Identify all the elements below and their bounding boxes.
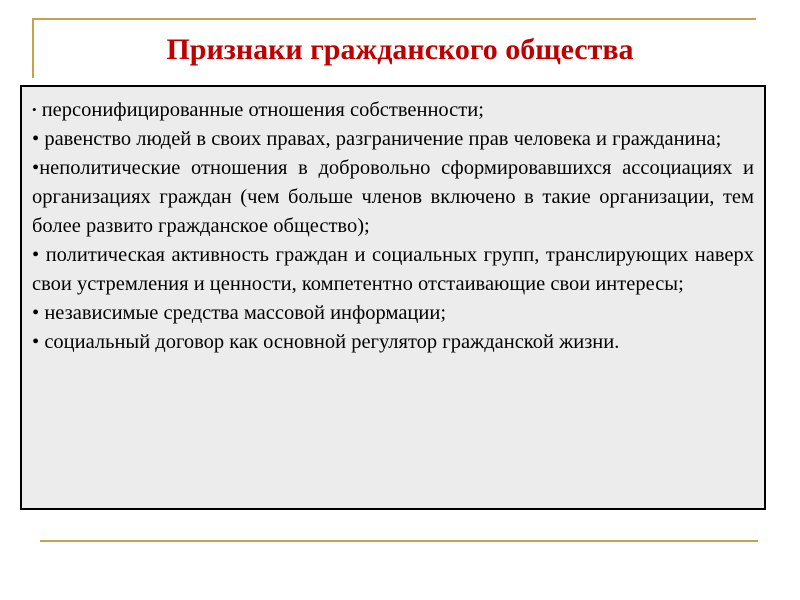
bullet-icon: • xyxy=(32,157,40,179)
bullet-icon: • xyxy=(32,302,40,324)
content-box xyxy=(20,85,766,510)
list-item xyxy=(32,299,754,328)
list-item xyxy=(32,328,754,357)
list-item-text: неполитические отношения в добровольно сформировавшихся ассоциациях и организациях граждан (чем больше членов включено в такие организации, тем более развито гражданское общество); xyxy=(32,157,754,237)
top-decorative-rule xyxy=(32,18,756,20)
bottom-decorative-rule xyxy=(40,540,758,542)
list-item-text: независимые средства массовой информации; xyxy=(39,302,447,324)
list-item-text: равенство людей в своих правах, разграничение прав человека и гражданина; xyxy=(39,128,722,150)
list-item xyxy=(32,241,754,299)
slide-title: Признаки гражданского общества xyxy=(166,33,634,66)
list-item xyxy=(32,95,754,125)
bullet-icon: • xyxy=(32,102,37,117)
list-item-text: политическая активность граждан и социальных групп, транслирующих наверх свои устремления и ценности, компетентно отстаивающие свои интересы; xyxy=(32,244,754,295)
bullet-icon: • xyxy=(32,331,40,353)
list-item-text: персонифицированные отношения собственности; xyxy=(36,99,484,121)
bullet-icon: • xyxy=(32,128,40,150)
list-item xyxy=(32,125,754,154)
list-item xyxy=(32,154,754,241)
bullet-icon: • xyxy=(32,244,40,266)
list-item-text: социальный договор как основной регулятор гражданской жизни. xyxy=(39,331,620,353)
